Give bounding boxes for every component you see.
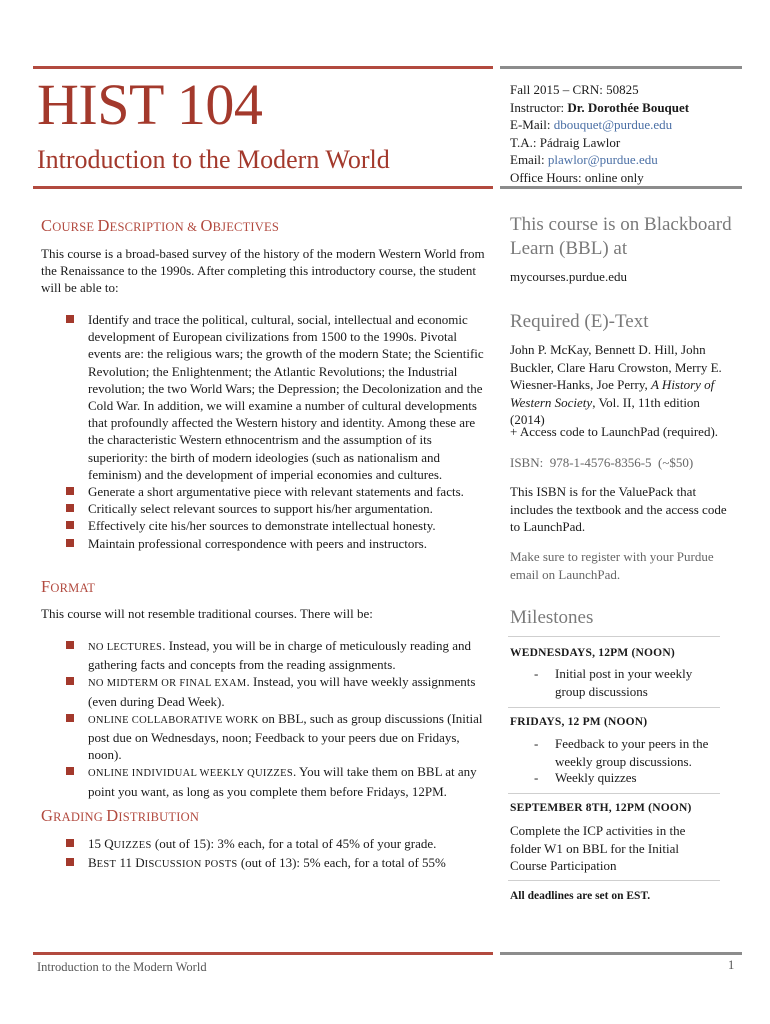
list-item: Effectively cite his/her sources to demonstrate intellectual honesty. bbox=[41, 517, 491, 534]
instructor-email-link[interactable]: dbouquet@purdue.edu bbox=[553, 117, 673, 132]
wednesday-rule bbox=[508, 707, 720, 708]
info-rule bbox=[500, 186, 742, 189]
etext-citation: John P. McKay, Bennett D. Hill, John Buckler, Clare Haru Crowston, Merry E. Wiesner-Hanks, Joe Perry, A History of Western Society, Vol. II, 11th edition (2014) bbox=[510, 342, 722, 427]
etext-isbn: ISBN: 978-1-4576-8356-5 (~$50) bbox=[510, 455, 694, 470]
square-bullet-icon bbox=[66, 521, 74, 529]
ta-email-link[interactable]: plawlor@purdue.edu bbox=[547, 152, 658, 167]
etext-access: + Access code to LaunchPad (required). bbox=[510, 424, 719, 439]
list-item: NO MIDTERM OR FINAL EXAM. Instead, you will have weekly assignments (even during Dead Week). bbox=[41, 673, 491, 709]
deadline-note: All deadlines are set on EST. bbox=[510, 890, 651, 902]
square-bullet-icon bbox=[66, 539, 74, 547]
square-bullet-icon bbox=[66, 315, 74, 323]
list-item: Critically select relevant sources to support his/her argumentation. bbox=[41, 500, 491, 517]
etext-isbn-note: This ISBN is for the ValuePack that includes the textbook and the access code to LaunchPad. bbox=[510, 484, 727, 534]
milestones-heading: Milestones bbox=[510, 607, 594, 628]
friday-rule bbox=[508, 793, 720, 794]
page-number: 1 bbox=[728, 958, 735, 972]
wednesday-label: WEDNESDAYS, 12PM (NOON) bbox=[510, 647, 675, 659]
description-intro: This course is a broad-based survey of the history of the modern Western World from the Renaissance to the 1990s. After completing this introductory course, the student will be able to: bbox=[41, 246, 485, 296]
ta-line: T.A.: Pádraig Lawlor bbox=[510, 134, 621, 150]
list-item: Maintain professional correspondence with peers and instructors. bbox=[41, 535, 491, 552]
title-rule bbox=[33, 186, 493, 189]
format-list bbox=[41, 637, 491, 800]
book-title: A History of Western Society bbox=[510, 377, 715, 410]
square-bullet-icon bbox=[66, 714, 74, 722]
ta-email-line: Email: plawlor@purdue.edu bbox=[510, 152, 658, 167]
grading-heading: GRADING DISTRIBUTION bbox=[41, 806, 200, 825]
friday-label: FRIDAYS, 12 PM (NOON) bbox=[510, 716, 648, 728]
list-item: - Initial post in your weekly group discussions bbox=[534, 666, 693, 699]
etext-register-note: Make sure to register with your Purdue email on LaunchPad. bbox=[510, 549, 714, 582]
blackboard-heading: This course is on Blackboard Learn (BBL) at bbox=[510, 214, 732, 259]
milestones-rule bbox=[508, 636, 720, 637]
course-title: Introduction to the Modern World bbox=[37, 145, 390, 174]
september-rule bbox=[508, 880, 720, 881]
etext-heading: Required (E)-Text bbox=[510, 311, 649, 332]
format-heading: FORMAT bbox=[41, 577, 96, 596]
footer-rule-right bbox=[500, 952, 742, 955]
list-item: Identify and trace the political, cultural, social, intellectual and economic development of European civilizations from 1500 to the 1990s. Pivotal events are: the religious wars; the growth of the modern State; the Scientific Revolution; the Enlightenment; the Atlantic Revolutions; the Industrial revolution; the two World Wars; the Depression; the Decolonization and the Cold War. In addition, we will examine a number of cultural developments that profoundly affected the Western history and identity. Among these are the characteristic Western ethnocentrism and the assumption of its superiority: the birth of modern ideologies (such as nationalism and feminism) and the development of imperial economies and cultures. bbox=[41, 311, 491, 483]
format-intro: This course will not resemble traditional courses. There will be: bbox=[41, 606, 373, 621]
square-bullet-icon bbox=[66, 487, 74, 495]
instructor-name: Dr. Dorothée Bouquet bbox=[567, 99, 690, 115]
square-bullet-icon bbox=[66, 839, 74, 847]
footer-rule-left bbox=[33, 952, 493, 955]
email-line: E-Mail: dbouquet@purdue.edu bbox=[510, 117, 673, 132]
list-item: BEST 11 DISCUSSION POSTS (out of 13): 5% each, for a total of 55% bbox=[41, 854, 491, 873]
list-item: ONLINE INDIVIDUAL WEEKLY QUIZZES. You will take them on BBL at any point you want, as long as you complete them before Fridays, 12PM. bbox=[41, 763, 491, 799]
list-item: ONLINE COLLABORATIVE WORK on BBL, such as group discussions (Initial post due on Wednesdays, noon; Feedback to your peers due on Fridays, noon). bbox=[41, 710, 491, 764]
top-rule-left bbox=[33, 66, 493, 69]
blackboard-url[interactable]: mycourses.purdue.edu bbox=[510, 269, 627, 284]
objectives-list bbox=[41, 311, 491, 552]
square-bullet-icon bbox=[66, 767, 74, 775]
instructor-line: Instructor: Dr. Dorothée Bouquet bbox=[510, 99, 690, 115]
grading-list bbox=[41, 835, 491, 873]
term-line: Fall 2015 – CRN: 50825 bbox=[510, 82, 639, 97]
september-text: Complete the ICP activities in the folder W1 on BBL for the Initial Course Participation bbox=[510, 823, 686, 873]
top-rule-right bbox=[500, 66, 742, 69]
course-code: HIST 104 bbox=[37, 72, 263, 137]
list-item: NO LECTURES. Instead, you will be in charge of meticulously reading and gathering facts and concepts from the reading assignments. bbox=[41, 637, 491, 673]
square-bullet-icon bbox=[66, 641, 74, 649]
list-item: - Feedback to your peers in the weekly group discussions. bbox=[534, 736, 709, 769]
office-hours-line: Office Hours: online only bbox=[510, 169, 644, 185]
footer-title: Introduction to the Modern World bbox=[37, 960, 207, 974]
square-bullet-icon bbox=[66, 677, 74, 685]
square-bullet-icon bbox=[66, 858, 74, 866]
september-label: SEPTEMBER 8TH, 12PM (NOON) bbox=[510, 802, 692, 814]
square-bullet-icon bbox=[66, 504, 74, 512]
list-item: - Weekly quizzes bbox=[534, 770, 637, 785]
list-item: 15 QUIZZES (out of 15): 3% each, for a total of 45% of your grade. bbox=[41, 835, 491, 854]
course-info bbox=[510, 81, 750, 186]
description-heading: COURSE DESCRIPTION & OBJECTIVES bbox=[41, 216, 279, 235]
list-item: Generate a short argumentative piece with relevant statements and facts. bbox=[41, 483, 491, 500]
